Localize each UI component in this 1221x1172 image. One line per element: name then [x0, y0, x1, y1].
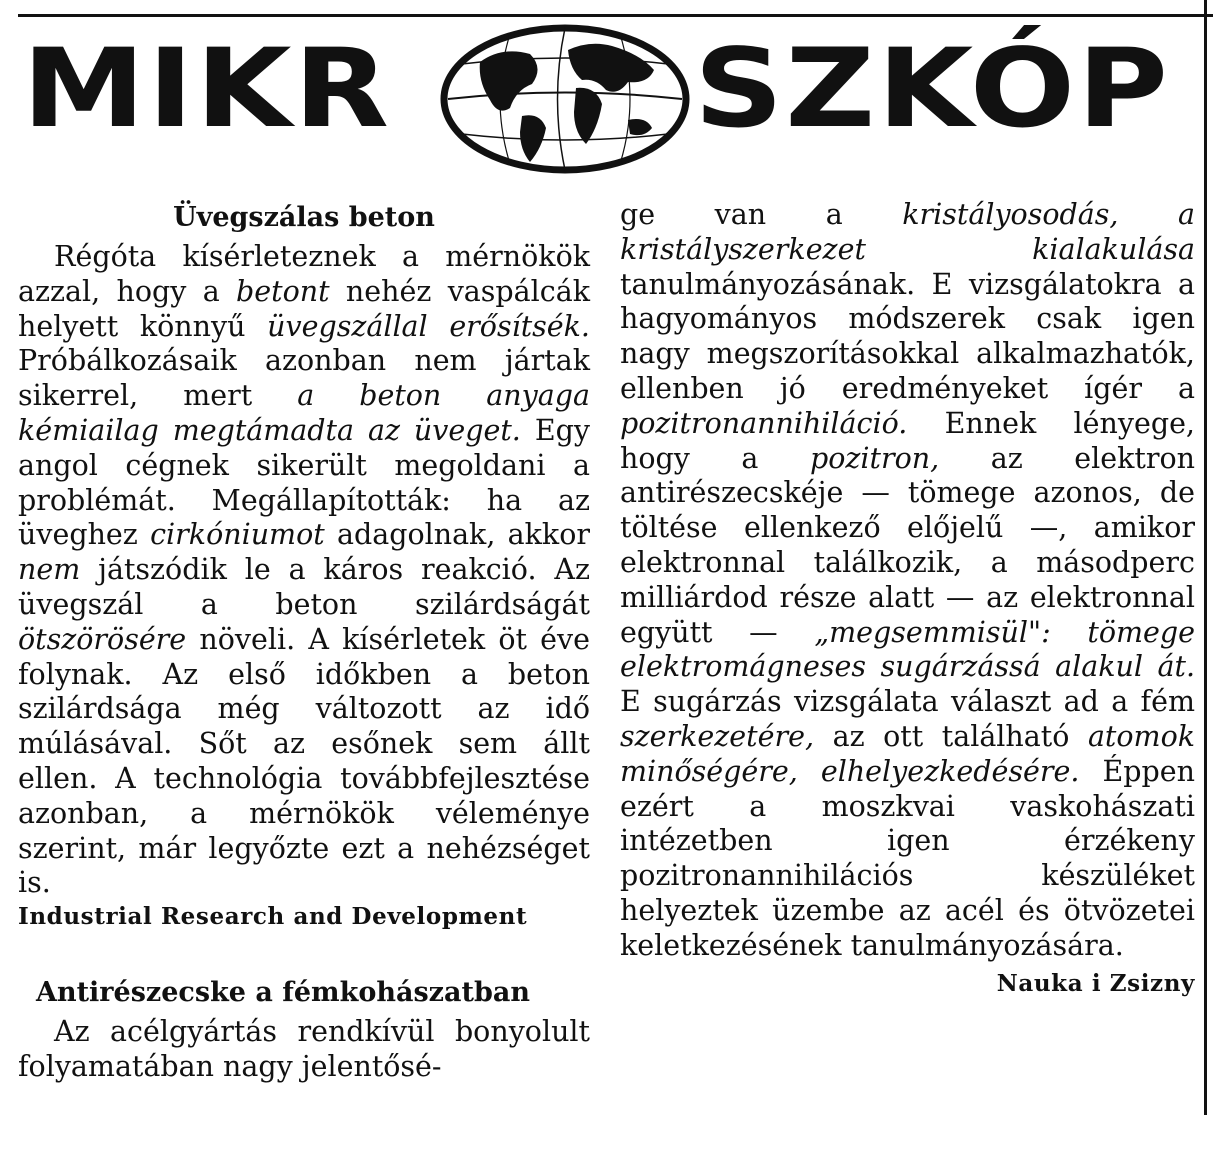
left-column [18, 198, 590, 1085]
article-title-2: Antirészecske a fémkohászatban [36, 977, 530, 1009]
top-rule [18, 14, 1213, 17]
article-body-2-continued: ge van a kristályosodás, a kristályszerkezet kialakulása tanulmányozásának. E vizsgálatokra a hagyományos módszerek csak igen nagy megszorításokkal alkalmazhatók, ellenben jó eredményeket ígér a pozitronannihiláció. Ennek lényege, hogy a pozitron, az elektron antirészecskéje — tömege azonos, de töltése ellenkező előjelű —, amikor elektronnal találkozik, a másodperc milliárdod része alatt — az elektronnal együtt — „megsemmisül": tömege elektromágneses sugárzássá alakul át. E sugárzás vizsgálata választ ad a fém szerkezetére, az ott található atomok minőségére, elhelyezkedésére. Éppen ezért a moszkvai vaskohászati intézetben igen érzékeny pozitronannihilációs készüléket helyeztek üzembe az acél és ötvözetei keletkezésének tanulmányozására. [620, 198, 1195, 962]
masthead-left-text: MIKR [22, 25, 392, 153]
article-source-2: Nauka i Zsizny [996, 969, 1195, 997]
masthead-right-text: SZKÓP [694, 25, 1171, 153]
globe-icon [440, 24, 690, 174]
masthead [22, 24, 1197, 174]
article-2-body-full [620, 1000, 621, 1001]
right-rule [1204, 0, 1207, 1115]
article-body-2-start: Az acélgyártás rendkívül bonyolult folyamatában nagy jelentősé- [18, 1015, 590, 1083]
article-title: Üvegszálas beton [173, 202, 435, 233]
right-column [620, 198, 1195, 1000]
article-body: Régóta kísérleteznek a mérnökök azzal, hogy a betont nehéz vaspálcák helyett könnyű üvegszállal erősítsék. Próbálkozásaik azonban nem jártak sikerrel, mert a beton anyaga kémiailag megtámadta az üveget. Egy angol cégnek sikerült megoldani a problémát. Megállapították: ha az üveghez cirkóniumot adagolnak, akkor nem játszódik le a káros reakció. Az üvegszál a beton szilárdságát ötszörösére növeli. A kísérletek öt éve folynak. Az első időkben a beton szilárdsága még változott az idő múlásával. Sőt az esőnek sem állt ellen. A technológia továbbfejlesztése azonban, a mérnökök véleménye szerint, már legyőzte ezt a nehézséget is. [18, 240, 590, 900]
article-source: Industrial Research and Development [18, 903, 528, 931]
